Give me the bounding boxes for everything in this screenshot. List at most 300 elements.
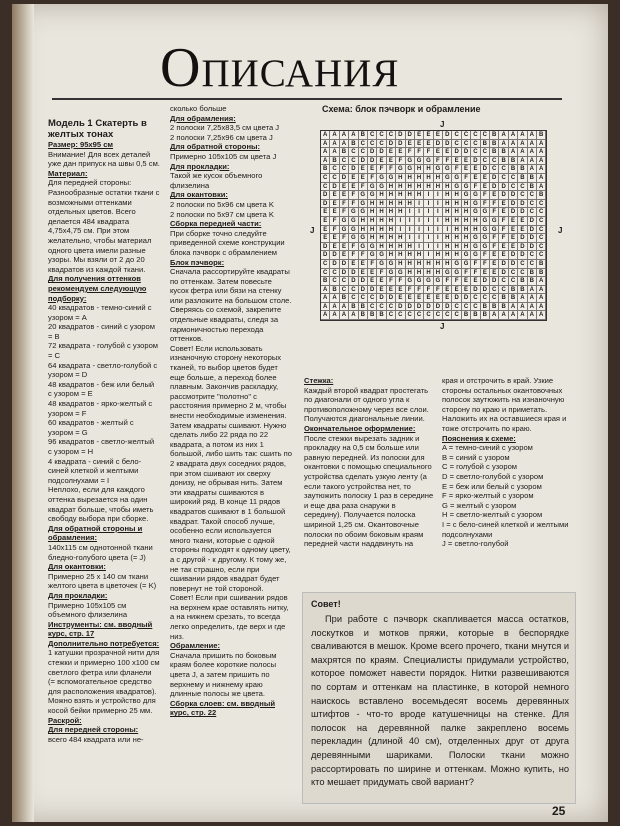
schema-cell: B	[340, 148, 349, 157]
schema-cell: G	[443, 269, 452, 278]
schema-cell: C	[330, 277, 339, 286]
schema-cell: F	[462, 269, 471, 278]
schema-cell: E	[499, 243, 508, 252]
schema-cell: E	[424, 131, 433, 140]
schema-cell: F	[490, 208, 499, 217]
page-title: Описания	[160, 37, 400, 99]
schema-cell: D	[387, 294, 396, 303]
schema-cell: C	[368, 294, 377, 303]
schema-cell: E	[424, 294, 433, 303]
schema-cell: D	[518, 234, 527, 243]
schema-cell: B	[481, 303, 490, 312]
schema-cell: C	[481, 294, 490, 303]
schema-cell: I	[434, 217, 443, 226]
schema-cell: H	[424, 183, 433, 192]
schema-cell: C	[359, 148, 368, 157]
text-line: 2 полоски по 5х97 см цвета K	[170, 209, 274, 219]
schema-cell: I	[406, 234, 415, 243]
schema-cell: C	[321, 260, 330, 269]
schema-cell: A	[518, 148, 527, 157]
schema-cell: H	[387, 200, 396, 209]
schema-cell: C	[471, 140, 480, 149]
schema-cell: H	[452, 226, 461, 235]
schema-cell: C	[490, 165, 499, 174]
schema-cell: D	[481, 165, 490, 174]
schema-cell: E	[406, 140, 415, 149]
text-line: Обрамление:	[170, 641, 221, 651]
text-line: 2 полоски по 5х96 см цвета K	[170, 199, 274, 209]
schema-cell: I	[406, 217, 415, 226]
schema-cell: F	[490, 234, 499, 243]
schema-cell: D	[359, 157, 368, 166]
schema-cell: E	[359, 165, 368, 174]
schema-cell: C	[321, 183, 330, 192]
schema-cell: H	[434, 174, 443, 183]
schema-grid	[320, 130, 547, 321]
text-line: 72 квадрата - голубой с узором = C	[48, 341, 159, 361]
schema-cell: H	[406, 200, 415, 209]
schema-cell: H	[387, 217, 396, 226]
schema-cell: E	[330, 208, 339, 217]
text-line: E = беж или белый с узором	[442, 481, 542, 491]
schema-cell: F	[330, 226, 339, 235]
schema-cell: H	[434, 183, 443, 192]
text-line: 1 катушки прозрачной нити для стежки и примерно 100 х100 см светлого фетра или фланели (= вспомогательное средство для расположения квадратов). Можно взять и устройство для косой бейки примерно 25 мм.	[48, 648, 160, 716]
schema-cell: G	[368, 251, 377, 260]
schema-cell: E	[462, 165, 471, 174]
schema-cell: A	[321, 294, 330, 303]
schema-cell: H	[415, 165, 424, 174]
schema-cell: E	[481, 174, 490, 183]
schema-cell: E	[330, 191, 339, 200]
schema-cell: C	[499, 174, 508, 183]
column-2	[170, 104, 292, 718]
schema-cell: E	[471, 165, 480, 174]
text-line: Сначала пришить по боковым краям более короткие полосы цвета J, а затем пришить по верхнему и нижнему краю длинные полосы же цвета.	[170, 650, 277, 699]
schema-cell: C	[368, 140, 377, 149]
schema-cell: E	[499, 200, 508, 209]
schema-cell: C	[499, 286, 508, 295]
schema-cell: H	[387, 251, 396, 260]
schema-cell: B	[359, 311, 368, 320]
schema-cell: F	[396, 157, 405, 166]
schema-cell: H	[396, 234, 405, 243]
page-spine	[12, 4, 34, 822]
schema-cell: I	[415, 243, 424, 252]
schema-cell: A	[528, 140, 537, 149]
schema-cell: D	[387, 140, 396, 149]
schema-cell: H	[415, 174, 424, 183]
schema-cell: G	[481, 217, 490, 226]
schema-title: Схема: блок пэчворк и обрамление	[322, 104, 481, 114]
schema-cell: H	[452, 200, 461, 209]
schema-cell: D	[434, 303, 443, 312]
schema-cell: H	[377, 217, 386, 226]
schema-cell: E	[340, 183, 349, 192]
schema-cell: B	[490, 148, 499, 157]
schema-cell: G	[349, 208, 358, 217]
text-line: После стежки вырезать задник и прокладку на 0,5 см больше или равную передней. Из полоски для окантовки с помощью специального устройства сделать узкую ленту (а если такого устройства нет, то заутюжить полоску 1 раз в середине и еще два раза снаружи в середину). Получается полоска шириной 1,25 см. Окантовочные полоски по обоим боковым краям передней части наддвинуть на	[304, 433, 434, 549]
schema-cell: H	[415, 191, 424, 200]
schema-label-bottom: J	[440, 322, 445, 331]
schema-cell: B	[537, 131, 546, 140]
schema-cell: C	[509, 277, 518, 286]
schema-cell: C	[490, 286, 499, 295]
schema-cell: G	[340, 217, 349, 226]
schema-cell: G	[452, 174, 461, 183]
schema-cell: H	[415, 251, 424, 260]
schema-cell: H	[359, 217, 368, 226]
schema-cell: G	[424, 157, 433, 166]
schema-cell: C	[330, 269, 339, 278]
schema-cell: G	[481, 208, 490, 217]
schema-cell: A	[518, 157, 527, 166]
schema-cell: E	[340, 251, 349, 260]
schema-cell: C	[377, 303, 386, 312]
schema-cell: F	[349, 251, 358, 260]
column-2-text	[170, 104, 292, 718]
schema-cell: C	[537, 251, 546, 260]
schema-cell: A	[340, 131, 349, 140]
schema-cell: A	[537, 303, 546, 312]
schema-cell: H	[462, 208, 471, 217]
schema-cell: A	[321, 157, 330, 166]
schema-cell: B	[528, 269, 537, 278]
schema-cell: C	[359, 294, 368, 303]
schema-cell: E	[321, 234, 330, 243]
schema-cell: E	[330, 234, 339, 243]
schema-cell: B	[528, 277, 537, 286]
schema-cell: E	[443, 286, 452, 295]
schema-cell: H	[368, 234, 377, 243]
schema-cell: I	[415, 208, 424, 217]
schema-cell: D	[499, 191, 508, 200]
schema-cell: I	[415, 226, 424, 235]
schema-cell: E	[415, 131, 424, 140]
tip-text: При работе с пэчворк скапливается масса остатков, лоскутков и мотков пряжи, которые в беспорядке сваливаются в мешок. Кроме всего прочего, ткани мнутся и махрятся по краям. Специалисты придумали устройство, которое поможет навести порядок. Нитки развешиваются по сортам и оттенкам на пластинке, в которой немного наискось вставлено восемьдесят восемь деревянных штифтов - что-то вроде катушечницы на стенке. Для полосок на деревянной палке закреплено восемь перекладин (длиной 40 см), отделенных друг от друга деревянными шариками. Полоски ткани можно рассортировать по ширине и оттенкам. Можно купить, но кто мешает придумать свой вариант?	[311, 614, 570, 788]
schema-cell: G	[434, 165, 443, 174]
schema-cell: E	[452, 286, 461, 295]
schema-cell: D	[349, 269, 358, 278]
tip-heading: Совет!	[311, 599, 341, 609]
schema-cell: C	[452, 131, 461, 140]
schema-cell: H	[387, 234, 396, 243]
schema-cell: G	[396, 165, 405, 174]
schema-cell: E	[396, 294, 405, 303]
schema-cell: A	[518, 303, 527, 312]
schema-cell: A	[349, 311, 358, 320]
schema-cell: D	[509, 200, 518, 209]
schema-cell: A	[330, 311, 339, 320]
schema-cell: H	[452, 217, 461, 226]
schema-cell: C	[330, 165, 339, 174]
schema-cell: C	[462, 303, 471, 312]
text-line: 4 квадрата - синий с бело-синей клеткой и желтыми подсолнухами = I	[48, 456, 142, 485]
schema-cell: D	[518, 243, 527, 252]
schema-cell: I	[415, 234, 424, 243]
schema-label-left: J	[310, 226, 315, 235]
schema-cell: C	[377, 131, 386, 140]
schema-cell: G	[481, 234, 490, 243]
schema-cell: G	[471, 191, 480, 200]
text-line: 60 квадратов - желтый с узором = G	[48, 418, 134, 437]
schema-cell: F	[415, 286, 424, 295]
text-line: Раскрой:	[48, 715, 82, 725]
schema-cell: B	[509, 165, 518, 174]
schema-cell: I	[424, 208, 433, 217]
schema-cell: G	[368, 191, 377, 200]
schema-cell: E	[509, 217, 518, 226]
schema-cell: C	[349, 157, 358, 166]
schema-cell: G	[471, 243, 480, 252]
text-line: Окончательное оформление:	[304, 423, 416, 433]
schema-cell: H	[406, 243, 415, 252]
schema-cell: A	[518, 140, 527, 149]
schema-cell: F	[481, 251, 490, 260]
schema-cell: H	[452, 234, 461, 243]
schema-cell: C	[330, 174, 339, 183]
schema-cell: D	[396, 131, 405, 140]
schema-cell: E	[434, 131, 443, 140]
schema-cell: C	[359, 140, 368, 149]
schema-cell: B	[499, 294, 508, 303]
schema-cell: E	[434, 294, 443, 303]
schema-cell: C	[396, 311, 405, 320]
schema-cell: H	[452, 191, 461, 200]
schema-cell: G	[377, 174, 386, 183]
schema-cell: E	[359, 174, 368, 183]
schema-cell: G	[349, 217, 358, 226]
schema-cell: H	[443, 183, 452, 192]
schema-cell: D	[349, 277, 358, 286]
schema-cell: D	[377, 148, 386, 157]
schema-cell: F	[434, 286, 443, 295]
schema-cell: I	[424, 191, 433, 200]
schema-cell: B	[499, 157, 508, 166]
schema-cell: C	[528, 208, 537, 217]
schema-cell: F	[396, 277, 405, 286]
schema-cell: B	[321, 277, 330, 286]
schema-cell: C	[368, 303, 377, 312]
schema-cell: A	[537, 148, 546, 157]
schema-cell: H	[462, 217, 471, 226]
schema-cell: A	[528, 165, 537, 174]
schema-cell: D	[349, 165, 358, 174]
schema-cell: A	[537, 157, 546, 166]
schema-cell: F	[406, 286, 415, 295]
schema-cell: E	[340, 243, 349, 252]
schema-cell: D	[509, 208, 518, 217]
text-line: Для окантовки:	[170, 190, 228, 200]
text-line: Пояснения к схеме:	[442, 433, 516, 443]
text-line: Для обрамления:	[170, 113, 236, 123]
schema-cell: C	[415, 311, 424, 320]
schema-cell: D	[443, 303, 452, 312]
column-1-text	[48, 140, 160, 744]
schema-cell: G	[359, 200, 368, 209]
schema-cell: G	[471, 200, 480, 209]
schema-cell: H	[434, 269, 443, 278]
schema-cell: C	[537, 226, 546, 235]
schema-cell: H	[396, 208, 405, 217]
text-line: Для прокладки:	[48, 590, 108, 600]
schema-cell: G	[396, 269, 405, 278]
schema-cell: B	[528, 174, 537, 183]
schema-cell: F	[452, 277, 461, 286]
text-line: Сборка слоев: см. вводный курс, стр. 22	[170, 698, 275, 718]
schema-cell: I	[424, 200, 433, 209]
schema-cell: A	[509, 131, 518, 140]
schema-cell: G	[359, 191, 368, 200]
text-line: Примерно 25 х 140 см ткани желтого цвета в цветочек (= K)	[48, 571, 157, 591]
schema-cell: I	[424, 234, 433, 243]
schema-cell: E	[434, 148, 443, 157]
schema-cell: D	[490, 277, 499, 286]
schema-cell: G	[471, 208, 480, 217]
schema-cell: D	[490, 183, 499, 192]
schema-cell: C	[462, 131, 471, 140]
schema-cell: C	[340, 277, 349, 286]
schema-cell: B	[509, 294, 518, 303]
schema-cell: G	[368, 243, 377, 252]
schema-cell: H	[377, 191, 386, 200]
schema-cell: H	[443, 251, 452, 260]
schema-cell: B	[349, 140, 358, 149]
column-4-text	[442, 376, 570, 549]
schema-cell: D	[499, 183, 508, 192]
schema-cell: E	[377, 157, 386, 166]
schema-cell: A	[499, 131, 508, 140]
schema-cell: F	[499, 226, 508, 235]
schema-cell: H	[471, 226, 480, 235]
schema-cell: G	[490, 217, 499, 226]
text-line: Для передней стороны:	[48, 725, 139, 735]
text-line: края и отстрочить в край. Узкие стороны остальных окантовочных полосок заутюжить на изнаночную сторону по краю и приметать. Наложить их на оставшиеся края и тоже отстрочить по краю.	[442, 376, 567, 433]
schema-cell: C	[321, 269, 330, 278]
schema-cell: A	[537, 174, 546, 183]
schema-cell: A	[528, 303, 537, 312]
schema-cell: H	[387, 243, 396, 252]
schema-cell: B	[490, 303, 499, 312]
text-line: Совет! Если при сшивании рядов на верхнем крае оставлять нитку, а на нижнем срезать, то всегда легко определить, где верх и где низ.	[170, 593, 289, 641]
text-line: 96 квадратов - светло-желтый с узором = H	[48, 437, 155, 456]
schema-cell: A	[518, 294, 527, 303]
magazine-page	[12, 4, 608, 822]
schema-cell: B	[481, 140, 490, 149]
schema-cell: A	[330, 140, 339, 149]
schema-cell: E	[406, 294, 415, 303]
schema-cell: E	[330, 200, 339, 209]
schema-cell: H	[359, 226, 368, 235]
schema-cell: E	[490, 191, 499, 200]
schema-cell: A	[321, 148, 330, 157]
schema-cell: F	[406, 148, 415, 157]
schema-cell: F	[490, 243, 499, 252]
schema-cell: F	[471, 260, 480, 269]
text-line: Для получения оттенков рекомендуем следующую подборку:	[48, 274, 147, 303]
schema-cell: D	[321, 251, 330, 260]
schema-cell: C	[452, 311, 461, 320]
schema-cell: A	[330, 148, 339, 157]
schema-cell: C	[490, 294, 499, 303]
text-line: Сборка передней части:	[170, 219, 262, 229]
schema-cell: C	[481, 131, 490, 140]
schema-cell: B	[518, 286, 527, 295]
schema-cell: D	[406, 131, 415, 140]
schema-cell: F	[377, 269, 386, 278]
schema-cell: A	[340, 303, 349, 312]
schema-cell: A	[537, 294, 546, 303]
schema-cell: H	[443, 243, 452, 252]
schema-cell: D	[443, 131, 452, 140]
schema-cell: H	[443, 234, 452, 243]
schema-cell: C	[537, 208, 546, 217]
schema-cell: C	[434, 311, 443, 320]
schema-cell: H	[424, 174, 433, 183]
schema-cell: E	[499, 208, 508, 217]
schema-cell: D	[330, 260, 339, 269]
schema-cell: F	[368, 260, 377, 269]
schema-cell: G	[359, 243, 368, 252]
schema-cell: H	[434, 260, 443, 269]
schema-cell: C	[387, 311, 396, 320]
text-line: всего 484 квадрата или не-	[48, 734, 144, 744]
schema-cell: E	[321, 217, 330, 226]
schema-cell: H	[396, 174, 405, 183]
text-line: Такой же кусок объемного флизелина	[170, 171, 263, 190]
schema-cell: H	[396, 183, 405, 192]
schema-cell: H	[443, 191, 452, 200]
schema-cell: E	[452, 157, 461, 166]
schema-cell: B	[528, 183, 537, 192]
schema-cell: E	[321, 208, 330, 217]
schema-cell: A	[321, 131, 330, 140]
schema-cell: D	[359, 277, 368, 286]
text-line: Для обратной стороны и обрамления:	[48, 523, 143, 543]
schema-cell: D	[509, 260, 518, 269]
schema-cell: G	[340, 226, 349, 235]
schema-cell: A	[528, 131, 537, 140]
schema-cell: H	[406, 269, 415, 278]
schema-cell: I	[434, 243, 443, 252]
schema-cell: B	[359, 303, 368, 312]
schema-cell: H	[387, 226, 396, 235]
schema-cell: I	[396, 226, 405, 235]
schema-cell: C	[349, 286, 358, 295]
schema-cell: F	[471, 269, 480, 278]
schema-cell: F	[462, 174, 471, 183]
schema-cell: A	[330, 303, 339, 312]
schema-cell: E	[518, 226, 527, 235]
schema-cell: G	[462, 251, 471, 260]
schema-cell: B	[499, 148, 508, 157]
schema-cell: C	[387, 131, 396, 140]
schema-cell: C	[443, 311, 452, 320]
schema-cell: C	[518, 269, 527, 278]
schema-cell: D	[406, 303, 415, 312]
schema-cell: G	[377, 251, 386, 260]
schema-cell: A	[528, 157, 537, 166]
schema-cell: G	[387, 269, 396, 278]
schema-cell: E	[377, 286, 386, 295]
schema-cell: F	[377, 165, 386, 174]
schema-cell: H	[377, 226, 386, 235]
schema-cell: B	[518, 174, 527, 183]
schema-cell: A	[321, 303, 330, 312]
schema-cell: H	[443, 260, 452, 269]
text-line: B = синий с узором	[442, 452, 510, 462]
schema-cell: H	[415, 260, 424, 269]
